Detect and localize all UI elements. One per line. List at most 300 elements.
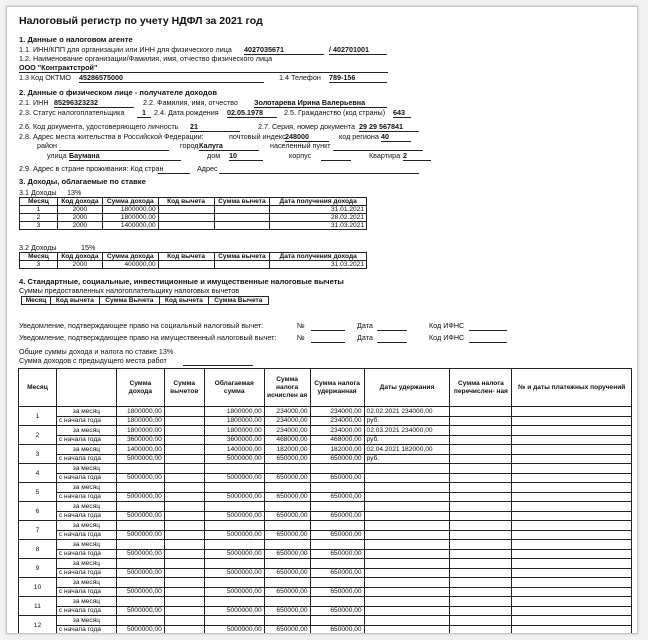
table-cell: 1800000,00 — [116, 416, 164, 426]
table-cell: 650000,00 — [310, 492, 364, 502]
table-cell — [310, 502, 364, 512]
person-region-value: 40 — [381, 133, 411, 142]
table-cell — [264, 559, 310, 569]
income13-rate: 13% — [67, 188, 82, 197]
income-heading: 3. Доходы, облагаемые по ставке — [19, 177, 146, 186]
table-cell — [164, 454, 204, 464]
table-row — [19, 597, 632, 607]
table-cell — [158, 206, 214, 214]
table-cell — [164, 559, 204, 569]
table-cell: 1400000,00 — [204, 445, 264, 455]
table-cell — [364, 540, 450, 550]
income15-rate: 15% — [81, 243, 96, 252]
table-cell: 1400000,00 — [102, 222, 158, 230]
table-cell: 650000,00 — [310, 568, 364, 578]
table-cell: 2000 — [57, 206, 102, 214]
month-cell: 3 — [19, 445, 57, 464]
table-cell: 3 — [20, 261, 58, 269]
month-cell: 5 — [19, 483, 57, 502]
notice-social-no — [311, 322, 345, 331]
period-label: с начала года — [56, 454, 116, 464]
table-cell — [204, 616, 264, 626]
table-cell — [512, 521, 632, 531]
person-foreign-label: 2.9. Адрес в стране проживания: Код стран — [19, 164, 164, 173]
table-cell: 31.03.2021 — [270, 261, 367, 269]
table-cell — [264, 464, 310, 474]
column-header: Месяц — [20, 253, 58, 261]
table-cell: 182000,00 — [310, 445, 364, 455]
table-cell — [164, 616, 204, 626]
table-cell: 182000,00 — [264, 445, 310, 455]
table-cell — [450, 435, 512, 445]
table-cell — [512, 416, 632, 426]
notice-property-date — [377, 334, 407, 343]
person-district-value — [59, 142, 169, 151]
table-cell — [512, 435, 632, 445]
person-doc-label: 2.6. Код документа, удостоверяющего личность — [19, 122, 179, 131]
table-cell — [116, 521, 164, 531]
table-cell — [264, 483, 310, 493]
table-cell — [214, 261, 270, 269]
column-header: Сумма дохода — [102, 253, 158, 261]
table-cell — [364, 530, 450, 540]
table-cell — [264, 578, 310, 588]
table-row — [19, 435, 632, 445]
table-cell — [204, 502, 264, 512]
agent-oktmo-label: 1.3 Код ОКТМО — [19, 73, 71, 82]
table-cell — [204, 540, 264, 550]
agent-phone-label: 1.4 Телефон — [279, 73, 321, 82]
person-corp-value — [321, 152, 351, 161]
table-cell — [310, 540, 364, 550]
period-label: с начала года — [56, 511, 116, 521]
period-label: за месяц — [56, 540, 116, 550]
table-cell — [364, 625, 450, 634]
table-cell — [450, 597, 512, 607]
table-cell — [364, 597, 450, 607]
table-cell — [116, 597, 164, 607]
table-cell — [512, 578, 632, 588]
person-region-label: код региона — [339, 132, 379, 141]
table-cell — [450, 511, 512, 521]
table-cell: 3600000,00 — [116, 435, 164, 445]
person-house-value: 10 — [229, 152, 263, 161]
table-cell — [158, 214, 214, 222]
person-fio-label: 2.2. Фамилия, имя, отчество — [143, 98, 238, 107]
notice-property-date-label: Дата — [357, 333, 373, 342]
table-cell — [164, 473, 204, 483]
table-cell: 02.03.2021 234000,00 — [364, 426, 450, 436]
table-cell: 5000000,00 — [204, 568, 264, 578]
person-inn-value: 85296323232 — [54, 99, 134, 108]
table-cell: 5000000,00 — [204, 625, 264, 634]
column-header: Сумма налога исчислен ая — [264, 369, 310, 407]
table-cell: 650000,00 — [310, 454, 364, 464]
table-cell — [512, 426, 632, 436]
table-row — [19, 416, 632, 426]
person-series-label: 2.7. Серия, номер документа — [258, 122, 356, 131]
table-cell — [450, 606, 512, 616]
table-cell — [164, 606, 204, 616]
table-cell: 400000,00 — [102, 261, 158, 269]
table-cell — [364, 616, 450, 626]
person-foreign-addr-value — [219, 165, 419, 174]
table-cell: 650000,00 — [264, 568, 310, 578]
table-cell — [512, 492, 632, 502]
table-cell: 5000000,00 — [116, 492, 164, 502]
table-cell — [164, 492, 204, 502]
table-row — [19, 426, 632, 436]
table-cell — [164, 416, 204, 426]
column-header: Сумма вычета — [214, 198, 270, 206]
column-header: Код вычета — [51, 297, 100, 305]
notice-social-date — [377, 322, 407, 331]
month-cell: 1 — [19, 407, 57, 426]
table-cell — [364, 521, 450, 531]
table-row — [19, 625, 632, 634]
table-cell: 5000000,00 — [116, 530, 164, 540]
table-cell — [364, 568, 450, 578]
table-cell: 650000,00 — [264, 492, 310, 502]
period-label: за месяц — [56, 597, 116, 607]
table-cell: 5000000,00 — [204, 530, 264, 540]
prev-income-label: Сумма доходов с предыдущего места работ — [19, 356, 167, 365]
table-cell — [164, 568, 204, 578]
table-cell — [450, 625, 512, 634]
table-cell — [364, 549, 450, 559]
notice-property-label: Уведомление, подтверждающее право на имущественный налоговый вычет: — [19, 333, 277, 342]
table-cell: 5000000,00 — [116, 625, 164, 634]
column-header: Код дохода — [57, 198, 102, 206]
table-cell — [512, 559, 632, 569]
table-cell — [364, 483, 450, 493]
table-cell: 5000000,00 — [116, 473, 164, 483]
table-row — [19, 454, 632, 464]
table-cell — [116, 578, 164, 588]
table-cell: 1 — [20, 206, 58, 214]
column-header: Код вычета — [158, 198, 214, 206]
table-cell — [364, 473, 450, 483]
table-row — [19, 445, 632, 455]
table-cell — [450, 502, 512, 512]
month-cell: 2 — [19, 426, 57, 445]
table-cell — [450, 559, 512, 569]
table-cell — [164, 464, 204, 474]
column-header: Дата получения дохода — [270, 253, 367, 261]
column-header: Дата получения дохода — [270, 198, 367, 206]
month-cell: 7 — [19, 521, 57, 540]
table-row — [19, 492, 632, 502]
person-status-value: 1 — [137, 109, 151, 118]
table-cell — [164, 407, 204, 417]
month-cell: 9 — [19, 559, 57, 578]
notice-social-label: Уведомление, подтверждающее право на социальный налоговый вычет: — [19, 321, 264, 330]
person-doc-value: 21 — [190, 123, 240, 132]
agent-name-value: ООО "Контрактстрой" — [19, 64, 388, 73]
person-locality-value — [333, 142, 423, 151]
table-cell: руб. — [364, 435, 450, 445]
period-label: с начала года — [56, 473, 116, 483]
table-cell — [204, 559, 264, 569]
table-cell — [512, 540, 632, 550]
column-header: Даты удержания — [364, 369, 450, 407]
table-cell: 5000000,00 — [116, 587, 164, 597]
period-label: за месяц — [56, 578, 116, 588]
table-cell: 650000,00 — [264, 549, 310, 559]
table-row — [19, 559, 632, 569]
table-cell — [264, 597, 310, 607]
person-foreign-code — [158, 165, 190, 174]
person-birth-label: 2.4. Дата рождения — [154, 108, 219, 117]
period-label: с начала года — [56, 435, 116, 445]
person-zip-value: 248000 — [285, 133, 329, 142]
person-district-label: район — [37, 141, 57, 150]
table-row — [20, 214, 367, 222]
table-cell — [310, 559, 364, 569]
table-cell: 5000000,00 — [116, 568, 164, 578]
table-cell: 5000000,00 — [204, 473, 264, 483]
income15-label: 3.2 Доходы — [19, 243, 57, 252]
table-cell — [164, 540, 204, 550]
table-cell — [116, 540, 164, 550]
register-table — [18, 368, 632, 634]
table-row — [19, 511, 632, 521]
period-label: с начала года — [56, 625, 116, 634]
period-label: за месяц — [56, 445, 116, 455]
table-cell — [214, 206, 270, 214]
person-addr-label: 2.8. Адрес места жительства в Российской Федерации: — [19, 132, 204, 141]
column-header: Сумма Вычета — [99, 297, 159, 305]
person-citizen-value: 643 — [393, 109, 411, 118]
table-cell — [512, 625, 632, 634]
table-cell: 1800000,00 — [102, 214, 158, 222]
notice-social-no-label: № — [297, 321, 305, 330]
person-city-value: Калуга — [199, 142, 259, 151]
notice-property-no-label: № — [297, 333, 305, 342]
column-header: Месяц — [19, 369, 57, 407]
table-cell: 650000,00 — [310, 587, 364, 597]
table-row — [19, 606, 632, 616]
table-cell — [450, 464, 512, 474]
table-cell: 5000000,00 — [116, 549, 164, 559]
table-cell — [164, 578, 204, 588]
table-cell — [310, 464, 364, 474]
notice-social-date-label: Дата — [357, 321, 373, 330]
table-cell: 234000,00 — [310, 416, 364, 426]
month-cell: 11 — [19, 597, 57, 616]
column-header: Сумма вычета — [214, 253, 270, 261]
column-header: Сумма дохода — [116, 369, 164, 407]
table-cell — [512, 511, 632, 521]
table-cell: 28.02.2021 — [270, 214, 367, 222]
column-header: Сумма дохода — [102, 198, 158, 206]
table-cell: руб. — [364, 454, 450, 464]
table-cell — [116, 464, 164, 474]
table-cell: 3 — [20, 222, 58, 230]
table-cell: 650000,00 — [310, 606, 364, 616]
table-cell: 650000,00 — [264, 625, 310, 634]
table-cell — [164, 435, 204, 445]
column-header: Код дохода — [57, 253, 102, 261]
month-cell: 8 — [19, 540, 57, 559]
column-header: Код вычета — [158, 253, 214, 261]
table-cell — [450, 483, 512, 493]
column-header: Код вычета — [160, 297, 209, 305]
month-cell: 10 — [19, 578, 57, 597]
table-cell — [512, 530, 632, 540]
column-header: Сумма налога перечислен- ная — [450, 369, 512, 407]
table-cell: 31.01.2021 — [270, 206, 367, 214]
table-row — [19, 587, 632, 597]
table-cell — [512, 464, 632, 474]
total13-label: Общие суммы дохода и налога по ставке 13% — [19, 347, 174, 356]
table-cell — [164, 426, 204, 436]
month-cell: 4 — [19, 464, 57, 483]
deductions-heading: 4. Стандартные, социальные, инвестиционные и имущественные налоговые вычеты — [19, 277, 344, 286]
person-corp-label: корпус — [289, 151, 312, 160]
table-cell — [512, 549, 632, 559]
person-zip-label: почтовый индекс — [229, 132, 286, 141]
table-cell — [450, 445, 512, 455]
table-cell: 650000,00 — [310, 530, 364, 540]
period-label: за месяц — [56, 483, 116, 493]
income13-label: 3.1 Доходы — [19, 188, 57, 197]
deductions-table — [21, 296, 269, 305]
table-cell: 5000000,00 — [204, 511, 264, 521]
table-cell — [264, 521, 310, 531]
table-cell — [310, 578, 364, 588]
column-header: Сумма вычетов — [164, 369, 204, 407]
table-cell — [512, 597, 632, 607]
table-row — [19, 540, 632, 550]
table-cell — [512, 483, 632, 493]
table-cell — [512, 445, 632, 455]
table-cell: 5000000,00 — [116, 511, 164, 521]
table-row — [19, 521, 632, 531]
notice-social-ifns — [469, 322, 507, 331]
table-cell: 5000000,00 — [116, 454, 164, 464]
table-row — [19, 473, 632, 483]
table-cell — [450, 549, 512, 559]
table-cell — [450, 426, 512, 436]
period-label: за месяц — [56, 521, 116, 531]
table-cell: 650000,00 — [264, 606, 310, 616]
period-label: за месяц — [56, 559, 116, 569]
person-flat-value: 2 — [403, 152, 431, 161]
table-cell: 234000,00 — [264, 407, 310, 417]
table-cell — [450, 454, 512, 464]
table-cell — [204, 521, 264, 531]
table-cell — [512, 407, 632, 417]
table-cell — [204, 597, 264, 607]
table-cell — [264, 616, 310, 626]
table-row — [19, 530, 632, 540]
table-cell — [512, 473, 632, 483]
person-flat-label: Квартира — [369, 151, 401, 160]
notice-social-ifns-label: Код ИФНС — [429, 321, 465, 330]
table-cell: 02.02.2021 234000,00 — [364, 407, 450, 417]
table-cell — [450, 416, 512, 426]
column-header: Месяц — [22, 297, 51, 305]
table-cell: 2 — [20, 214, 58, 222]
notice-property-ifns-label: Код ИФНС — [429, 333, 465, 342]
table-cell: 234000,00 — [264, 416, 310, 426]
table-cell: 5000000,00 — [204, 606, 264, 616]
period-label: с начала года — [56, 606, 116, 616]
table-cell — [450, 492, 512, 502]
column-header: Сумма Вычета — [208, 297, 268, 305]
table-cell: 650000,00 — [264, 530, 310, 540]
deductions-sub: Суммы предоставленных налогоплательщику налоговых вычетов — [19, 286, 240, 295]
table-cell — [450, 587, 512, 597]
table-cell — [164, 625, 204, 634]
period-label: за месяц — [56, 426, 116, 436]
table-cell: 234000,00 — [310, 426, 364, 436]
table-cell — [204, 483, 264, 493]
column-header: Месяц — [20, 198, 58, 206]
table-cell — [512, 502, 632, 512]
table-cell: 468000,00 — [264, 435, 310, 445]
table-cell — [310, 483, 364, 493]
table-cell: 5000000,00 — [204, 454, 264, 464]
table-row — [19, 568, 632, 578]
table-cell: 2000 — [57, 261, 102, 269]
table-cell — [164, 445, 204, 455]
table-cell — [164, 587, 204, 597]
table-cell — [310, 616, 364, 626]
table-cell: 5000000,00 — [204, 549, 264, 559]
table-cell: 650000,00 — [264, 473, 310, 483]
period-label: с начала года — [56, 416, 116, 426]
notice-property-no — [311, 334, 345, 343]
table-row — [19, 483, 632, 493]
table-cell — [512, 454, 632, 464]
agent-name-label: 1.2. Наименование организации/Фамилия, имя, отчество физического лица — [19, 54, 273, 63]
table-row — [19, 549, 632, 559]
person-street-value: Баумана — [69, 152, 181, 161]
table-cell: 650000,00 — [264, 511, 310, 521]
table-cell: 650000,00 — [310, 549, 364, 559]
table-cell — [204, 578, 264, 588]
table-cell — [450, 521, 512, 531]
table-cell — [512, 587, 632, 597]
table-cell: 1800000,00 — [116, 426, 164, 436]
table-cell — [116, 616, 164, 626]
table-cell — [116, 502, 164, 512]
person-birth-value: 02.05.1978 — [227, 109, 277, 118]
agent-inn-label: 1.1. ИНН/КПП для организации или ИНН для физического лица — [19, 45, 232, 54]
table-cell — [512, 616, 632, 626]
table-cell: 2000 — [57, 214, 102, 222]
table-row — [19, 407, 632, 417]
table-cell: 1800000,00 — [204, 407, 264, 417]
page-title: Налоговый регистр по учету НДФЛ за 2021 год — [19, 15, 263, 27]
person-street-label: улица — [47, 151, 67, 160]
table-cell — [204, 464, 264, 474]
table-cell — [450, 616, 512, 626]
period-label: с начала года — [56, 549, 116, 559]
table-cell: 3600000,00 — [204, 435, 264, 445]
table-cell — [450, 407, 512, 417]
table-cell — [364, 606, 450, 616]
table-cell: 1800000,00 — [116, 407, 164, 417]
table-cell — [364, 587, 450, 597]
table-cell — [450, 473, 512, 483]
month-cell: 12 — [19, 616, 57, 635]
table-cell: 234000,00 — [264, 426, 310, 436]
person-citizen-label: 2.5. Гражданство (код страны) — [284, 108, 386, 117]
table-cell: 2000 — [57, 222, 102, 230]
